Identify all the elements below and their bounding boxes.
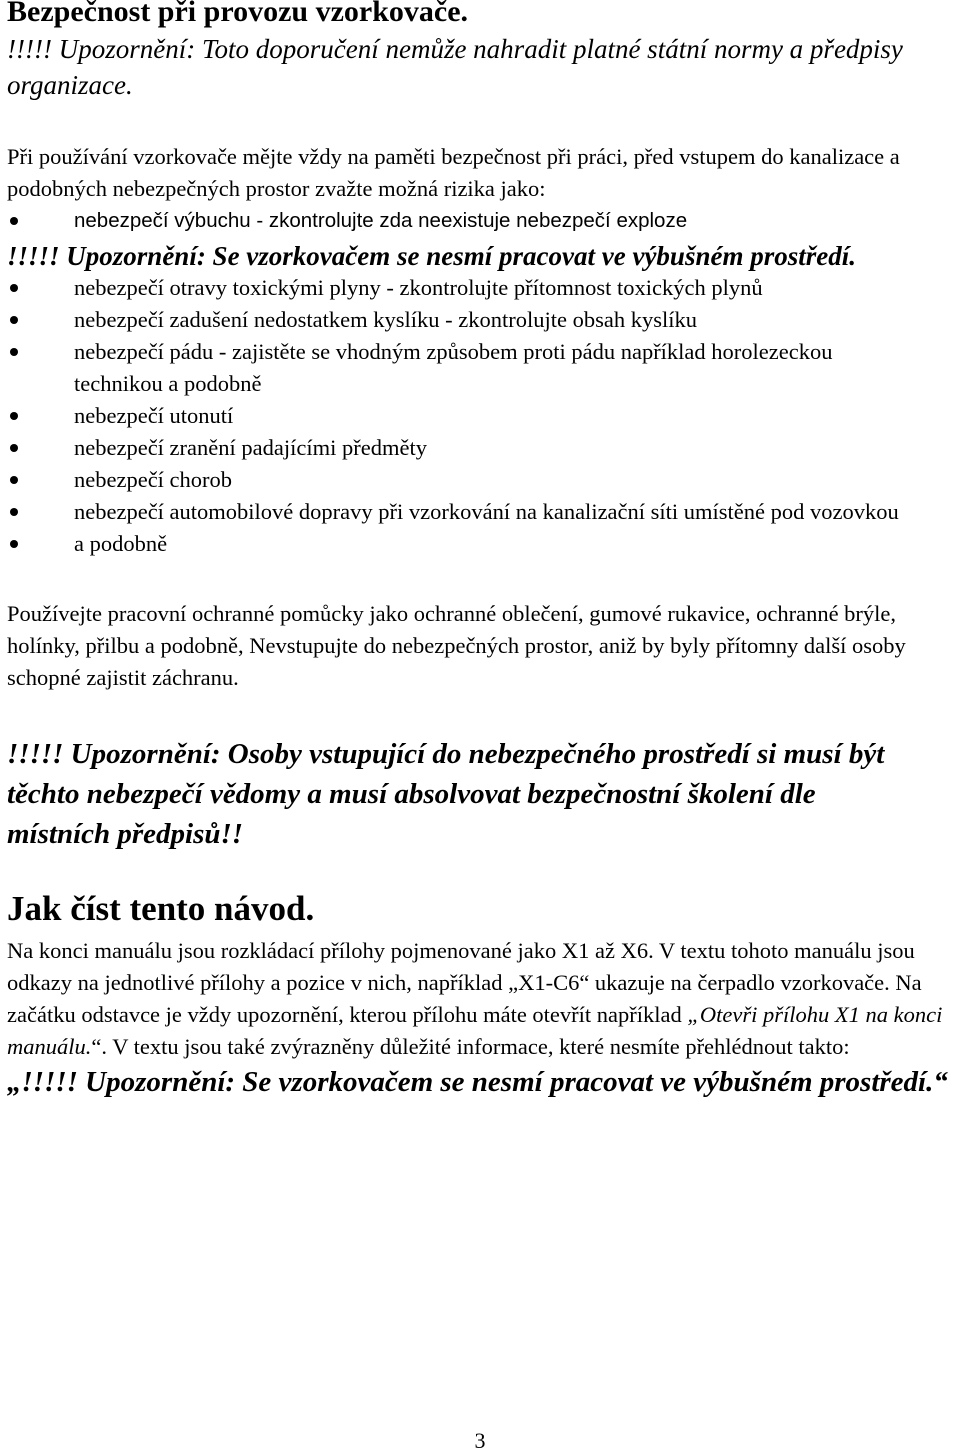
section-heading: Jak číst tento návod. bbox=[7, 889, 315, 928]
list-item: nebezpečí zadušení nedostatkem kyslíku - zkontrolujte obsah kyslíku bbox=[7, 304, 953, 336]
bullet-icon bbox=[10, 412, 18, 420]
list-item: nebezpečí chorob bbox=[7, 464, 953, 496]
bullet-icon bbox=[10, 508, 18, 516]
warning-explosive: !!!!! Upozornění: Se vzorkovačem se nesmí pracovat ve výbušném prostředí. bbox=[7, 241, 856, 271]
bullet-icon bbox=[10, 476, 18, 484]
bullet-icon bbox=[10, 316, 18, 324]
document-page bbox=[7, 0, 953, 1101]
warning-standards: !!!!! Upozornění: Toto doporučení nemůže nahradit platné státní normy a předpisy organizace. bbox=[7, 34, 903, 100]
list-item: nebezpečí výbuchu - zkontrolujte zda neexistuje nebezpečí exploze bbox=[7, 205, 953, 237]
list-item: nebezpečí zranění padajícími předměty bbox=[7, 432, 953, 464]
bullet-icon bbox=[10, 540, 18, 548]
warning-training: !!!!! Upozornění: Osoby vstupující do nebezpečného prostředí si musí být těchto nebezpečí vědomy a musí absolvovat bezpečnostní školení dle místních předpisů!! bbox=[7, 738, 885, 850]
intro-paragraph: Při používání vzorkovače mějte vždy na paměti bezpečnost při práci, před vstupem do kanalizace a podobných nebezpečných prostor zvažte možná rizika jako: bbox=[7, 144, 900, 201]
list-item: nebezpečí otravy toxickými plyny - zkontrolujte přítomnost toxických plynů bbox=[7, 272, 953, 304]
list-item: a podobně bbox=[7, 528, 953, 560]
page-number: 3 bbox=[474, 1428, 486, 1453]
protection-paragraph: Používejte pracovní ochranné pomůcky jako ochranné oblečení, gumové rukavice, ochranné brýle, holínky, přilbu a podobně, Nevstupujte do nebezpečných prostor, aniž by byly přítomny další osoby schopné zajistit záchranu. bbox=[7, 601, 906, 690]
bullet-icon bbox=[10, 444, 18, 452]
bullet-icon bbox=[10, 217, 18, 225]
list-item: nebezpečí utonutí bbox=[7, 400, 953, 432]
list-item: nebezpečí automobilové dopravy při vzorkování na kanalizační síti umístěné pod vozovkou bbox=[7, 496, 953, 528]
bullet-icon bbox=[10, 348, 18, 356]
howto-paragraph: Na konci manuálu jsou rozkládací přílohy pojmenované jako X1 až X6. V textu tohoto manuálu jsou odkazy na jednotlivé přílohy a pozice v nich, například „X1-C6“ ukazuje na čerpadlo vzorkovače. Na začátku odstavce je vždy upozornění, kterou přílohu máte otevřít například „Otevři přílohu X1 na konci manuálu.“. V textu jsou také zvýrazněny důležité informace, které nesmíte přehlédnout takto: bbox=[7, 938, 943, 1059]
hazard-list bbox=[7, 272, 953, 560]
page-title: Bezpečnost při provozu vzorkovače. bbox=[7, 0, 469, 28]
attachment-instruction: „Otevři přílohu X1 na konci manuálu. bbox=[7, 1002, 943, 1059]
list-item: nebezpečí pádu - zajistěte se vhodným způsobem proti pádu například horolezeckou technikou a podobně bbox=[7, 336, 894, 400]
bullet-icon bbox=[10, 284, 18, 292]
example-warning: „!!!!! Upozornění: Se vzorkovačem se nesmí pracovat ve výbušném prostředí.“ bbox=[7, 1066, 948, 1098]
hazard-list-first bbox=[7, 205, 953, 237]
